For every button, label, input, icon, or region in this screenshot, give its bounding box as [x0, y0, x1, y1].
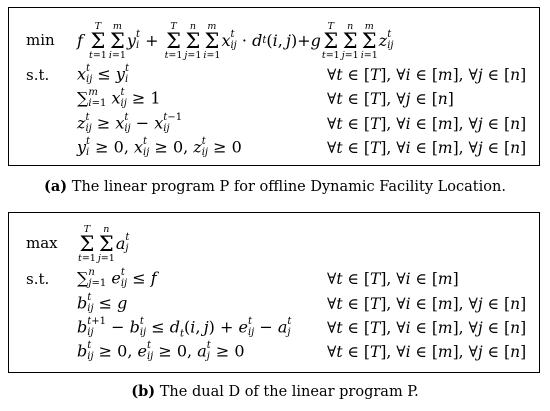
primal-constraint-1: x t ij ≤ y t i — [77, 63, 129, 85]
dual-condition-3: ∀t ∈ [T], ∀i ∈ [m], ∀j ∈ [n] — [327, 319, 527, 337]
dual-constraint-3: b t+1 ij − b t ij ≤ $d_t(i$, j) + e t ij − a t j — [77, 316, 292, 340]
dual-caption — [0, 383, 550, 400]
primal-caption — [0, 178, 550, 195]
primal-constraint-4: y t i ≥ 0, x t ij ≥ 0, z t ij ≥ 0 — [77, 136, 242, 158]
primal-objective: f T Σ t=1 m Σ i=1 y t i + T Σ t=1 n Σ j=1 m Σ i=1 x t ij · d t ( i , j )+ g T Σ t=1 n Σ j=1 m Σ i=1 z t ij — [77, 20, 394, 61]
primal-condition-3: ∀t ∈ [T], ∀i ∈ [m], ∀j ∈ [n] — [327, 115, 527, 133]
primal-caption-text: The linear program P for offline Dynamic Facility Location. — [71, 179, 506, 195]
primal-condition-1: ∀t ∈ [T], ∀i ∈ [m], ∀j ∈ [n] — [327, 66, 527, 84]
dual-constraint-2: b t ij ≤ g — [77, 292, 128, 314]
dual-objective: T Σ t=1 n Σ j=1 a t j — [78, 223, 130, 264]
primal-condition-2: ∀t ∈ [T], ∀j ∈ [n] — [327, 90, 454, 108]
max-keyword: max — [26, 234, 58, 252]
primal-constraint-3: z t ij ≥ x t ij − x t−1 ij — [77, 112, 183, 134]
dual-condition-2: ∀t ∈ [T], ∀i ∈ [m], ∀j ∈ [n] — [327, 295, 527, 313]
dual-lp-box — [8, 212, 540, 373]
dual-condition-1: ∀t ∈ [T], ∀i ∈ [m] — [327, 270, 459, 288]
dual-condition-4: ∀t ∈ [T], ∀i ∈ [m], ∀j ∈ [n] — [327, 343, 527, 361]
primal-lp-box — [8, 7, 540, 166]
primal-caption-label: (a) — [44, 178, 68, 195]
st-keyword: s.t. — [26, 270, 50, 288]
dual-constraint-4: b t ij ≥ 0, e t ij ≥ 0, a t j ≥ 0 — [77, 340, 245, 362]
primal-condition-4: ∀t ∈ [T], ∀i ∈ [m], ∀j ∈ [n] — [327, 139, 527, 157]
dual-caption-label: (b) — [131, 383, 156, 400]
primal-constraint-2: ∑ m i=1 x t ij ≥ 1 — [77, 87, 161, 109]
min-keyword: min — [26, 31, 55, 49]
st-keyword: s.t. — [26, 66, 50, 84]
dual-caption-text: The dual D of the linear program P. — [159, 384, 419, 400]
dual-constraint-1: ∑ n j=1 e t ij ≤ f — [77, 267, 157, 289]
